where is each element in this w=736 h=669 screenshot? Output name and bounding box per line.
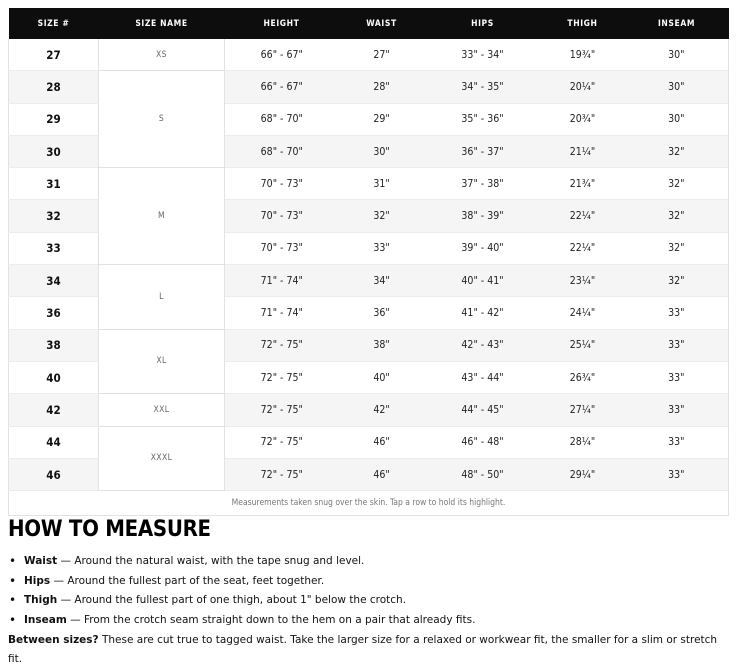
hips-cell: 41" - 42" [425, 297, 541, 329]
thigh-cell: 26¾" [541, 361, 625, 393]
thigh-cell: 19¾" [541, 39, 625, 71]
size-name-cell: XS [99, 39, 225, 71]
inseam-cell: 33" [625, 426, 729, 458]
hips-cell: 43" - 44" [425, 361, 541, 393]
table-row[interactable] [9, 329, 729, 361]
measure-term: Hips [24, 574, 51, 587]
height-cell: 72" - 75" [225, 394, 339, 426]
size-number-cell: 40 [9, 361, 99, 393]
size-number-cell: 34 [9, 265, 99, 297]
size-number-cell: 46 [9, 458, 99, 490]
measure-term: Inseam [24, 613, 67, 626]
size-name-cell: XXXL [99, 426, 225, 491]
between-sizes-text: These are cut true to tagged waist. Take the larger size for a relaxed or workwear fit, the smaller for a slim or stretch fit. [8, 634, 718, 666]
measure-text: — From the crotch seam straight down to the hem on a pair that already fits. [66, 613, 476, 626]
thigh-cell: 20¾" [541, 103, 625, 135]
hips-cell: 37" - 38" [425, 168, 541, 200]
thigh-cell: 21¼" [541, 135, 625, 167]
measure-text: — Around the fullest part of one thigh, about 1" below the crotch. [57, 594, 407, 607]
measure-item-hips [8, 572, 728, 592]
thigh-cell: 20¼" [541, 71, 625, 103]
size-name-cell: M [99, 168, 225, 265]
size-number-cell: 38 [9, 329, 99, 361]
inseam-cell: 32" [625, 168, 729, 200]
table-footer-row [9, 491, 729, 516]
measure-item-inseam [8, 611, 728, 631]
table-row[interactable] [9, 394, 729, 426]
size-number-cell: 28 [9, 71, 99, 103]
between-sizes-note [8, 631, 728, 669]
waist-cell: 27" [339, 39, 425, 71]
waist-cell: 46" [339, 458, 425, 490]
thigh-cell: 22¼" [541, 232, 625, 264]
size-number-cell: 27 [9, 39, 99, 71]
inseam-cell: 32" [625, 200, 729, 232]
size-number-cell: 42 [9, 394, 99, 426]
header-thigh: THIGH [541, 8, 625, 39]
inseam-cell: 33" [625, 329, 729, 361]
hips-cell: 38" - 39" [425, 200, 541, 232]
waist-cell: 28" [339, 71, 425, 103]
header-height: HEIGHT [225, 8, 339, 39]
table-row[interactable] [9, 265, 729, 297]
thigh-cell: 27¼" [541, 394, 625, 426]
how-to-measure-heading: HOW TO MEASURE [8, 517, 211, 542]
measure-text: — Around the fullest part of the seat, feet together. [50, 574, 325, 587]
table-row[interactable] [9, 168, 729, 200]
hips-cell: 34" - 35" [425, 71, 541, 103]
inseam-cell: 33" [625, 458, 729, 490]
height-cell: 66" - 67" [225, 39, 339, 71]
size-number-cell: 36 [9, 297, 99, 329]
inseam-cell: 30" [625, 103, 729, 135]
thigh-cell: 28¼" [541, 426, 625, 458]
height-cell: 71" - 74" [225, 265, 339, 297]
header-hips: HIPS [425, 8, 541, 39]
header-size-name: SIZE NAME [99, 8, 225, 39]
size-number-cell: 44 [9, 426, 99, 458]
height-cell: 72" - 75" [225, 426, 339, 458]
waist-cell: 36" [339, 297, 425, 329]
hips-cell: 36" - 37" [425, 135, 541, 167]
hips-cell: 33" - 34" [425, 39, 541, 71]
hips-cell: 44" - 45" [425, 394, 541, 426]
table-header-row [9, 8, 729, 39]
measure-term: Waist [24, 555, 58, 567]
size-name-cell: XXL [99, 394, 225, 426]
measure-list [8, 552, 728, 630]
height-cell: 72" - 75" [225, 361, 339, 393]
height-cell: 72" - 75" [225, 458, 339, 490]
inseam-cell: 30" [625, 71, 729, 103]
measure-text: — Around the natural waist, with the tape snug and level. [57, 555, 365, 567]
height-cell: 68" - 70" [225, 135, 339, 167]
inseam-cell: 30" [625, 39, 729, 71]
waist-cell: 32" [339, 200, 425, 232]
height-cell: 66" - 67" [225, 71, 339, 103]
inseam-cell: 33" [625, 297, 729, 329]
size-chart-table [8, 8, 729, 516]
inseam-cell: 32" [625, 232, 729, 264]
height-cell: 70" - 73" [225, 168, 339, 200]
size-number-cell: 33 [9, 232, 99, 264]
waist-cell: 46" [339, 426, 425, 458]
size-number-cell: 31 [9, 168, 99, 200]
thigh-cell: 25¼" [541, 329, 625, 361]
size-name-cell: L [99, 265, 225, 330]
height-cell: 71" - 74" [225, 297, 339, 329]
measure-term: Thigh [24, 594, 58, 607]
header-inseam: INSEAM [625, 8, 729, 39]
thigh-cell: 21¾" [541, 168, 625, 200]
between-sizes-term: Between sizes? [8, 634, 99, 647]
measure-item-thigh [8, 591, 728, 611]
height-cell: 72" - 75" [225, 329, 339, 361]
inseam-cell: 32" [625, 135, 729, 167]
inseam-cell: 33" [625, 361, 729, 393]
table-row[interactable] [9, 39, 729, 71]
size-number-cell: 29 [9, 103, 99, 135]
measure-item-waist [8, 552, 728, 572]
waist-cell: 33" [339, 232, 425, 264]
hips-cell: 40" - 41" [425, 265, 541, 297]
size-name-cell: S [99, 71, 225, 168]
waist-cell: 40" [339, 361, 425, 393]
header-size-number: SIZE # [9, 8, 99, 39]
height-cell: 68" - 70" [225, 103, 339, 135]
thigh-cell: 23¼" [541, 265, 625, 297]
size-name-cell: XL [99, 329, 225, 394]
table-body [9, 39, 729, 491]
waist-cell: 38" [339, 329, 425, 361]
thigh-cell: 24¼" [541, 297, 625, 329]
waist-cell: 34" [339, 265, 425, 297]
hips-cell: 48" - 50" [425, 458, 541, 490]
inseam-cell: 32" [625, 265, 729, 297]
hips-cell: 39" - 40" [425, 232, 541, 264]
waist-cell: 30" [339, 135, 425, 167]
size-number-cell: 30 [9, 135, 99, 167]
hips-cell: 42" - 43" [425, 329, 541, 361]
waist-cell: 31" [339, 168, 425, 200]
height-cell: 70" - 73" [225, 200, 339, 232]
thigh-cell: 29¼" [541, 458, 625, 490]
table-row[interactable] [9, 71, 729, 103]
height-cell: 70" - 73" [225, 232, 339, 264]
waist-cell: 42" [339, 394, 425, 426]
how-to-measure-section [8, 516, 728, 669]
header-waist: WAIST [339, 8, 425, 39]
size-number-cell: 32 [9, 200, 99, 232]
hips-cell: 46" - 48" [425, 426, 541, 458]
thigh-cell: 22¼" [541, 200, 625, 232]
waist-cell: 29" [339, 103, 425, 135]
inseam-cell: 33" [625, 394, 729, 426]
hips-cell: 35" - 36" [425, 103, 541, 135]
table-row[interactable] [9, 426, 729, 458]
table-footnote: Measurements taken snug over the skin. Tap a row to hold its highlight. [9, 491, 729, 516]
